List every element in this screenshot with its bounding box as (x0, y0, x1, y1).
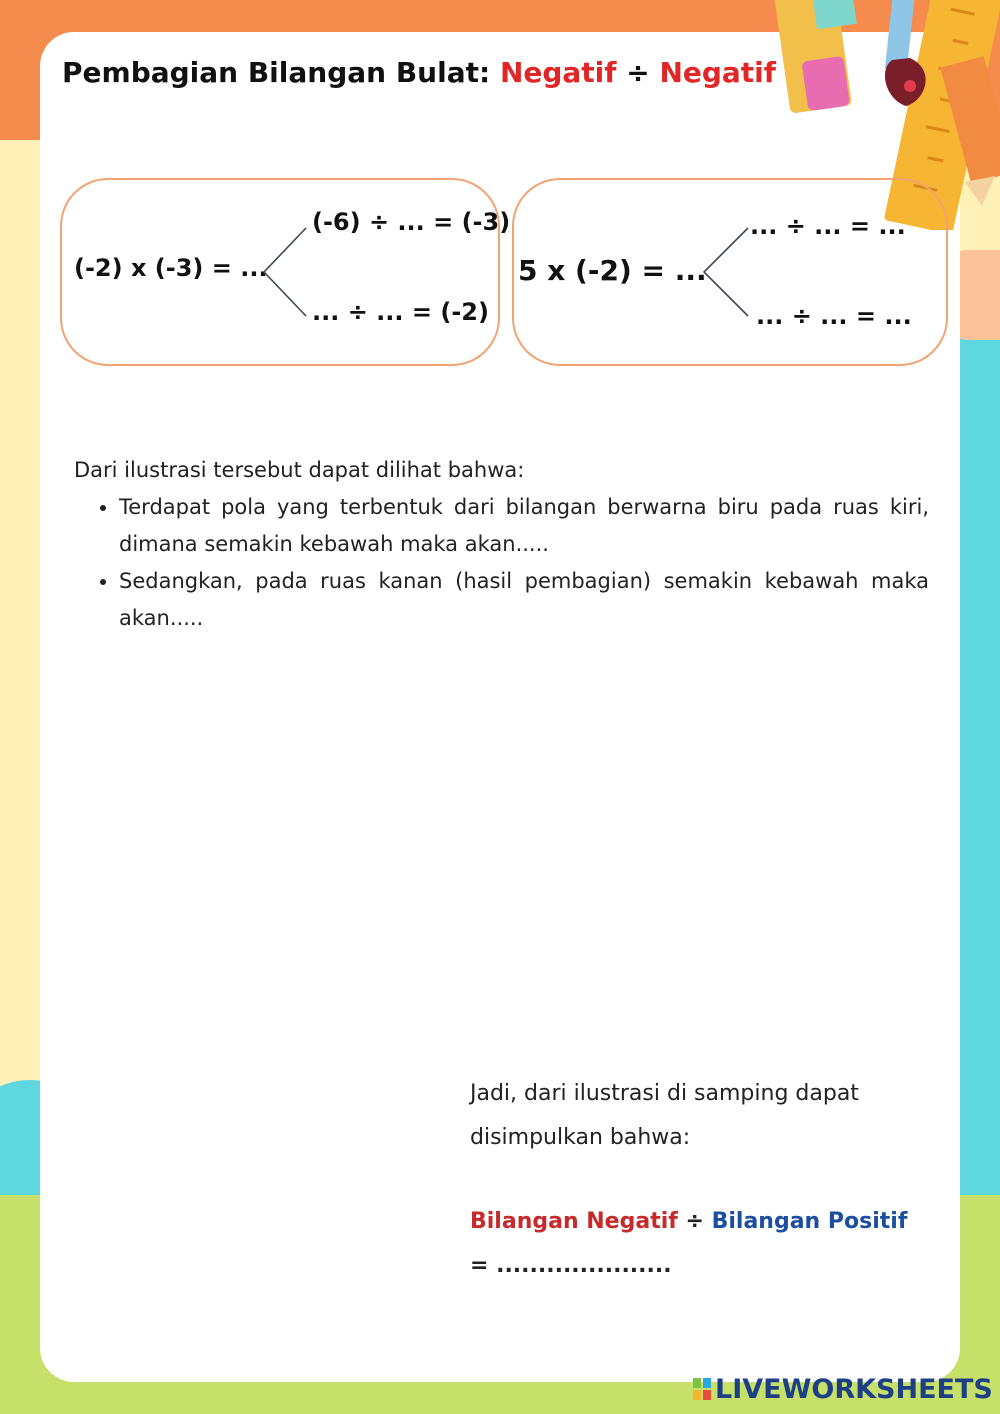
conclusion-divide-sign: ÷ (677, 1209, 712, 1234)
conclusion-answer-blank[interactable]: = ..................... (470, 1253, 672, 1278)
eraser-icon (774, 0, 857, 114)
observation-section (74, 452, 929, 637)
observation-bullet-2[interactable]: • Sedangkan, pada ruas kanan (hasil pembagian) semakin kebawah maka akan..... (119, 563, 929, 637)
diagram2-branch-lines (700, 224, 752, 320)
liveworksheets-logo[interactable] (693, 1374, 993, 1405)
liveworksheets-icon (693, 1378, 711, 1400)
title-divide-sign: ÷ (616, 56, 660, 89)
conclusion-section (470, 1072, 940, 1288)
title-negative-1: Negatif (499, 56, 617, 89)
diagram1-branch-lines (260, 224, 310, 320)
diagram2-top-equation[interactable]: ... ÷ ... = ... (750, 212, 906, 240)
title-negative-2: Negatif (659, 56, 776, 89)
conclusion-positive-label: Bilangan Positif (711, 1209, 908, 1234)
conclusion-rule (470, 1200, 940, 1244)
observation-intro: Dari ilustrasi tersebut dapat dilihat bahwa: (74, 458, 525, 482)
diagram2-bottom-equation[interactable]: ... ÷ ... = ... (756, 302, 912, 330)
title-prefix: Pembagian Bilangan Bulat: (62, 56, 500, 89)
liveworksheets-wordmark: LIVEWORKSHEETS (715, 1374, 993, 1405)
page-title (62, 56, 776, 89)
diagram2-main-equation[interactable]: 5 x (-2) = ... (518, 254, 707, 287)
observation-bullet-1[interactable]: • Terdapat pola yang terbentuk dari bilangan berwarna biru pada ruas kiri, dimana semakin kebawah maka akan..... (119, 489, 929, 563)
diagram1-bottom-equation[interactable]: ... ÷ ... = (-2) (312, 298, 489, 326)
diagram1-top-equation[interactable]: (-6) ÷ ... = (-3) (312, 208, 511, 236)
conclusion-negative-label: Bilangan Negatif (470, 1209, 678, 1234)
observation-list (74, 489, 929, 637)
diagram1-main-equation: (-2) x (-3) = ... (74, 254, 268, 282)
conclusion-line-2: disimpulkan bahwa: (470, 1125, 691, 1150)
conclusion-line-1: Jadi, dari ilustrasi di samping dapat (470, 1081, 859, 1106)
